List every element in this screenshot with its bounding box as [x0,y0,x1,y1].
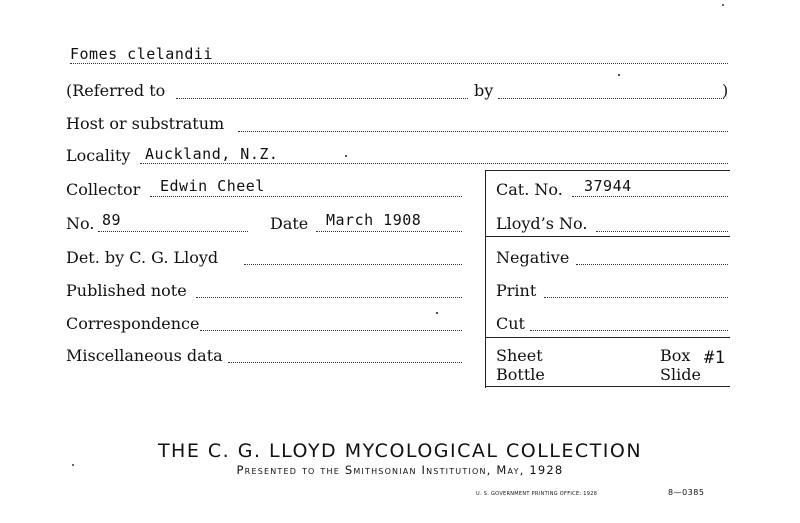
correspondence-line [200,330,462,331]
number-label: No. [66,214,95,233]
specimen-name-line [70,63,728,64]
cat-no-line [572,196,728,197]
locality-value: Auckland, N.Z. [145,145,279,163]
host-label: Host or substratum [66,114,225,133]
collection-subtitle: Presented to the Smithsonian Institution, May, 1928 [236,463,564,477]
specimen-name: Fomes clelandii [70,45,213,63]
bottle-label: Bottle [496,365,545,384]
cut-label: Cut [496,314,525,333]
print-line [544,297,728,298]
box-label: Box [660,346,691,365]
referred-by-label: by [474,81,494,100]
lloyds-no-rule [485,236,730,237]
print-label: Print [496,281,537,300]
date-line [316,231,462,232]
negative-label: Negative [496,248,570,267]
collector-value: Edwin Cheel [160,177,265,195]
number-line [98,231,248,232]
right-box-border [485,170,486,388]
date-label: Date [270,214,309,233]
collection-title: THE C. G. LLOYD MYCOLOGICAL COLLECTION [157,440,643,462]
scan-speck [72,464,74,466]
published-note-line [196,297,462,298]
scan-speck [436,312,438,314]
cat-no-value: 37944 [584,177,632,195]
negative-line [576,264,728,265]
cut-rule [485,337,730,338]
cat-no-label: Cat. No. [496,180,563,199]
right-box-bottom-rule [485,386,730,387]
referred-close-paren: ) [722,81,729,100]
sheet-label: Sheet [496,346,543,365]
cut-line [530,330,728,331]
slide-label: Slide [660,365,701,384]
collector-label: Collector [66,180,141,199]
det-by-line [244,264,462,265]
scan-speck [722,4,724,6]
lloyds-no-line [596,231,728,232]
misc-data-line [228,362,462,363]
misc-data-label: Miscellaneous data [66,346,223,365]
locality-label: Locality [66,146,131,165]
published-note-label: Published note [66,281,187,300]
scan-speck [618,74,620,76]
right-box-top-rule [485,170,730,171]
lloyds-no-label: Lloyd’s No. [496,214,588,233]
correspondence-label: Correspondence [66,314,200,333]
referred-to-line [176,98,468,99]
host-line [238,131,728,132]
box-value: #1 [704,348,726,368]
det-by-label: Det. by C. G. Lloyd [66,248,219,267]
collector-line [150,196,462,197]
referred-by-line [498,98,724,99]
form-number: 8—0385 [668,488,705,497]
date-value: March 1908 [326,211,422,229]
locality-line [140,163,728,164]
scan-speck [345,155,347,157]
number-value: 89 [102,211,122,229]
referred-to-label: (Referred to [66,81,166,100]
printing-office-note: U. S. GOVERNMENT PRINTING OFFICE: 1928 [476,491,598,497]
